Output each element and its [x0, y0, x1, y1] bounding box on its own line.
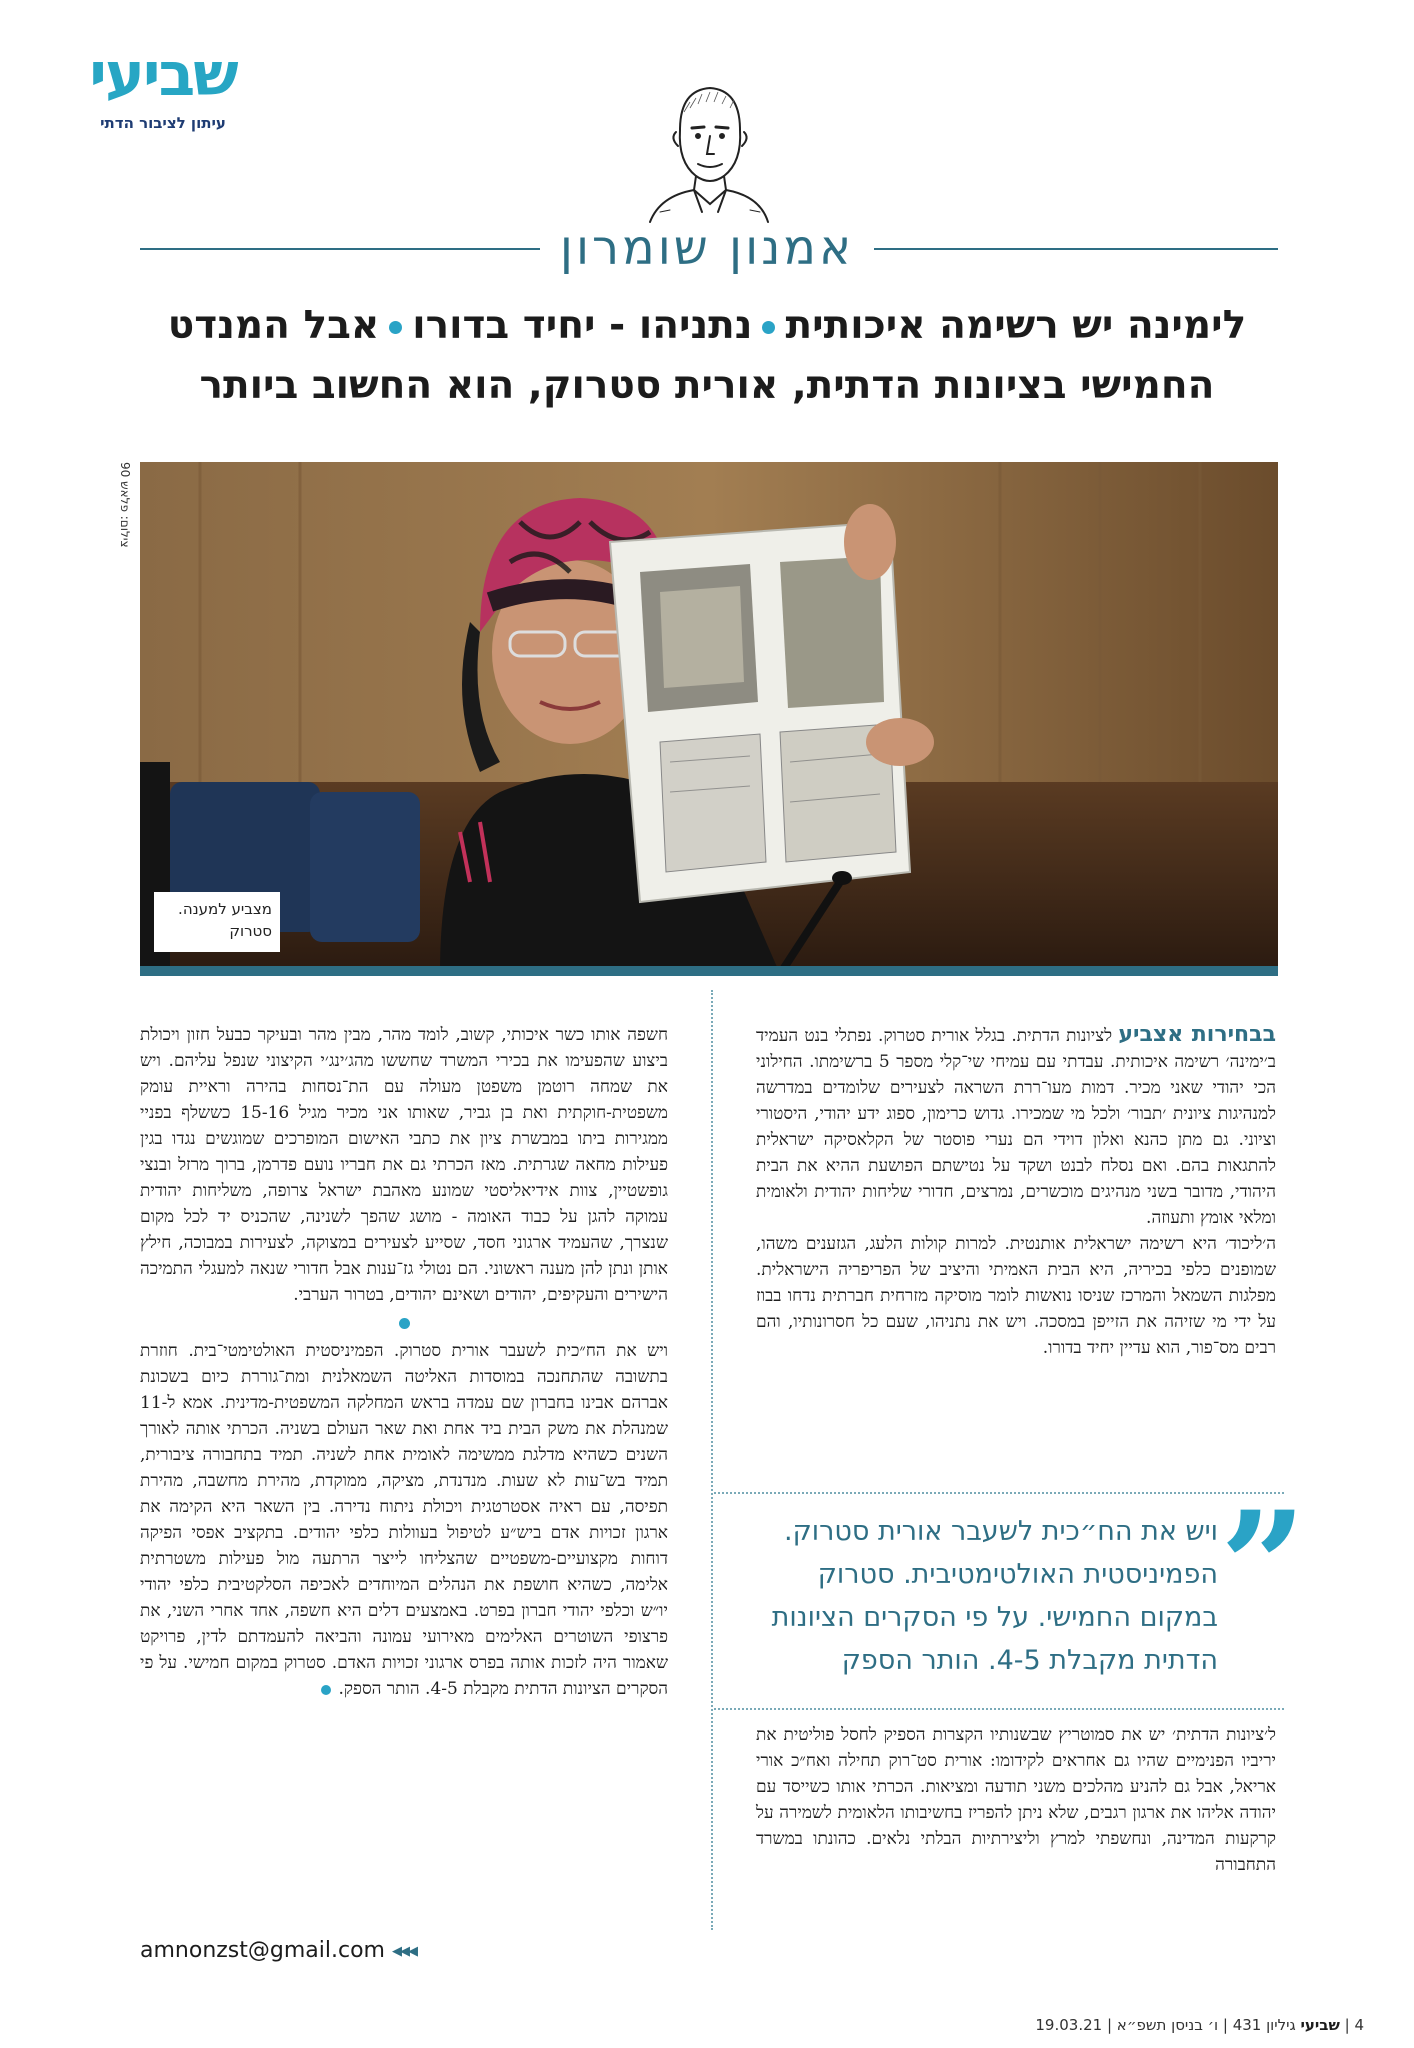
pull-quote-rule-bottom [714, 1708, 1284, 1710]
photo-caption [154, 892, 280, 952]
article-photo [140, 462, 1278, 974]
logo-tagline: עיתון לציבור הדתי [100, 114, 226, 132]
logo-wordmark: שביעי [89, 40, 237, 110]
end-of-article-dot [321, 1685, 331, 1695]
article-paragraph: בבחירות אצביע לציונות הדתית. בגלל אורית סטרוק. נפתלי בנט העמיד ב׳ימינה׳ רשימה איכותית. עבדתי עם עמיחי שי־קלי מספר 5 ברשימתו. החילוני הכי יהודי שאני מכיר. דמות מעו־ררת השראה לצעירים שלומדים במדרשה למנהיגות ציונית ׳תבור׳ ולכל מי שמכירו. גדוש כרימון, ספוג ידע יהודי, היסטורי וציוני. גם מתן כהנא ואלון דוידי הם נערי פוסטר של הקלאסיקה ישראלית להתגאות בהם. ואם נסלח לבנט ושקד על נטישתם הפושעת ההיא את הבית היהודי, מדובר בשני מנהיגים מוכשרים, נמרצים, חדורי שליחות יהודית ולאומית ומלאי אומץ ותעוזה. [756, 1022, 1276, 1228]
article-paragraph: ויש את הח״כית לשעבר אורית סטרוק. הפמיניסטית האולטימטי־בית. חוזרת בתשובה שהתחנכה במוסדות האליטה השמאלנית ומת־גוררת כיום בשכונת אברהם אבינו בחברון שם עמדה בראש המחלקה המשפטית-מדינית. אמא ל-11 שמנהלת את משק הבית ביד אחת ואת שאר העולם בשניה. הכרתי אותה לאורך השנים כשהיא מדלגת ממשימה לאומית אחת לשניה. תמיד בתחבורה ציבורית, תמיד בש־עות לא שעות. מנדנדת, מציקה, ממוקדת, מהירת מחשבה, מהירת תפיסה, עם ראיה אסטרטגית ויכולת ניתוח נדירה. בין השאר היא הקימה את ארגון זכויות אדם ביש״ע לטיפול בעוולות כלפי יהודים. בתקציב אפסי הפיקה דוחות מקצועיים-משפטיים שהצליחו לייצר הרתעה מול פעילות משטרתית אלימה, כשהיא חושפת את הנהלים המיוחדים לאכיפה הסלקטיבית כלפי יהודי יו״ש וכלפי יהודי חברון בפרט. באמצעים דלים היא חשפה, אחד אחרי השני, את פרצופי השוטרים האלימים מאירועי עמונה והביאה להעמדתם לדין, פרויקט שאמור היה לזכות אותה בפרס ארגוני זכויות האדם. סטרוק במקום חמישי. על פי הסקרים הציונות הדתית מקבלת 4-5. הותר הספק. [140, 1341, 668, 1699]
headline-part-3: אבל המנדט החמישי בציונות הדתית, אורית סטרוק, הוא החשוב ביותר [167, 303, 1215, 408]
headline-part-2: נתניהו - יחיד בדורו [412, 303, 753, 348]
author-rule-right [874, 248, 1278, 250]
article-column-right-bottom [756, 1722, 1276, 1912]
article-column-left [140, 1022, 668, 1902]
article-lede: בבחירות אצביע [1118, 1022, 1276, 1047]
pull-quote-rule-top [714, 1492, 1284, 1494]
pull-quote: ויש את הח״כית לשעבר אורית סטרוק. הפמיניסטית האולטימטיבית. סטרוק במקום החמישי. על פי הסקרים הציונות הדתית מקבלת 4-5. הותר הספק [771, 1516, 1218, 1676]
article-column-right-top [756, 1022, 1276, 1470]
quote-mark-icon: ” [1220, 1479, 1307, 1655]
folio-date: 19.03.21 [1035, 2016, 1103, 2034]
article-paragraph: ל׳ציונות הדתית׳ יש את סמוטריץ שבשנותיו הקצרות הספיק לחסל פוליטית את יריביו הפנימיים שהיו גם אחראים לקידומו: אורית סט־רוק תחילה ואח״כ אורי אריאל, אבל גם להניע מהלכים משני תודעה ומציאות. הכרתי אותו כשייסד עם יהודה אליהו את ארגון רגבים, שלא ניתן להפריז בחשיבותו הלאומית לשמירה על קרקעות המדינה, ונחשפתי למרץ וליצירתיות הבלתי נלאים. כהונתו במשרד התחבורה [756, 1725, 1276, 1875]
section-bullet [140, 1308, 668, 1338]
headline-bullet [389, 321, 402, 334]
photo-accent-bar [140, 966, 1278, 976]
column-divider [711, 990, 713, 1930]
author-email-link[interactable]: amnonzst@gmail.com [140, 1938, 385, 1963]
headline-part-1: לימינה יש רשימה איכותית [785, 303, 1247, 348]
article-paragraph: ה׳ליכוד׳ היא רשימה ישראלית אותנטית. למרות קולות הלעג, הגזענים משהו, שמופנים כלפי בכיריה, היא הבית האמיתי והיציב של הפריפריה הישראלית. מפלגות השמאל והמרכז שניסו נואשות לומר מוסיקה מזרחית חברתית נדחו בבוז על ידי מי שזיהה את הזייפן במסכה. ויש את נתניהו, שעם כל חסרונותיו, והם רבים מס־פור, הוא עדיין יחיד בדורו. [756, 1234, 1276, 1358]
author-name: אמנון שומרון [559, 220, 855, 276]
headline-bullet [762, 321, 775, 334]
author-sketch-portrait [640, 72, 776, 224]
page-number: 4 [1354, 2016, 1364, 2034]
page-folio: 4 | שביעי גיליון 431 | ו׳ בניסן תשפ״א | 19.03.21 [1035, 2016, 1364, 2034]
photo-credit: צילום: פלאש 90 [118, 462, 132, 548]
photo-caption-line-2: סטרוק [229, 922, 272, 940]
article-headline [130, 296, 1284, 416]
author-rule-left [140, 248, 540, 250]
publication-logo [68, 38, 258, 130]
arrows-icon: ◀◀◀ [392, 1944, 416, 1959]
folio-publication: שביעי [1300, 2016, 1340, 2034]
photo-caption-line-1: מצביע למענה. [178, 900, 272, 918]
folio-hebrew-date: ו׳ בניסן תשפ״א [1116, 2016, 1219, 2034]
folio-issue: גיליון 431 [1232, 2016, 1296, 2034]
article-paragraph: חשפה אותו כשר איכותי, קשוב, לומד מהר, מבין מהר ובעיקר כבעל חזון ויכולת ביצוע שהפעימו את בכירי המשרד שחששו מהג׳ינג׳י הקיצוני שנפל עליהם. ויש את שמחה רוטמן משפטן מעולה עם הת־נסחות בהירה וראיית עומק משפטית-חוקתית ואת בן גביר, שאותו אני מכיר מגיל 15-16 כששלף בפניי ממגירות ביתו במבשרת ציון את כתבי האישום המופרכים שמוגשים נגדו בגין פעילות מחאה שגרתית. מאז הכרתי גם את חבריו נועם פדרמן, ברוך מרזל ובנצי גופשטיין, צוות אידיאליסטי שמונע מאהבת ישראל צרופה, משליחות יהודית עמוקה להגן על כבוד האומה - מושג שהפך לשנינה, שהכניס יד לכל מקום שנצרך, שהעמיד ארגוני חסד, שסייע לצעירים במצוקה, לצעירות במבוכה, חילץ אותן ונתן להן מענה ראשוני. הם נטולי גז־ענות אבל חדורי שנאה למעגלי התמיכה הישירים והעקיפים, יהודים ושאינם יהודים, בטרור הערבי. [140, 1025, 668, 1305]
